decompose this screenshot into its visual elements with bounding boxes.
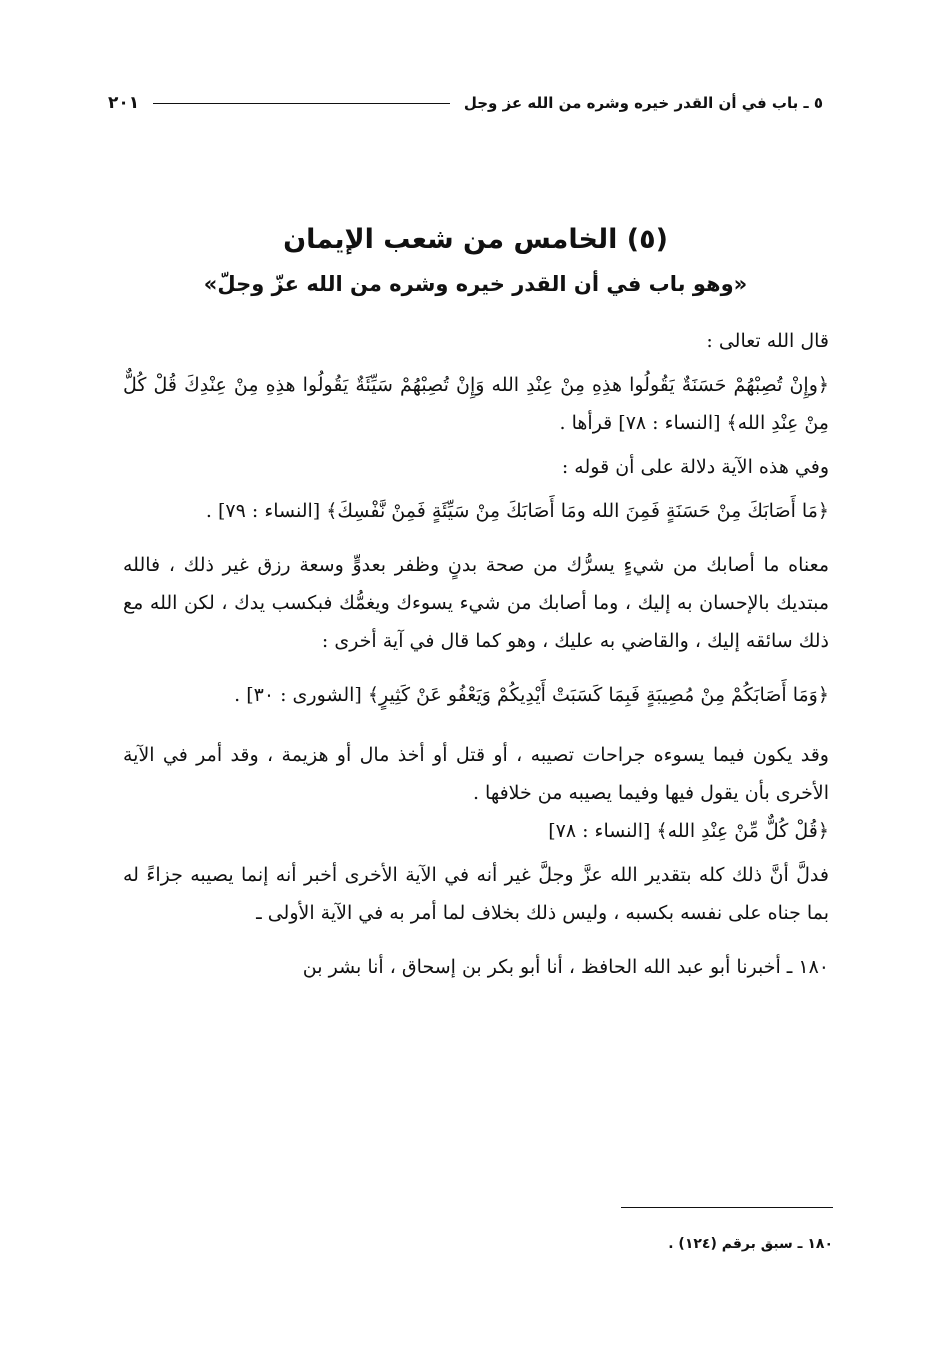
quran-verse-nisa-79: ﴿مَا أَصَابَكَ مِنْ حَسَنَةٍ فَمِنَ الله ومَا أَصَابَكَ مِنْ سَيِّئَةٍ فَمِنْ نَّفْسِكَ﴾ [النساء : ٧٩] . [205,500,829,522]
commentary-paragraph: وقد يكون فيما يسوءه جراحات تصيبه ، أو قتل أو أخذ مال أو هزيمة ، وقد أمر في الآية الأخرى بأن يقول فيها وفيما يصيبه من خلافها . [123,744,829,804]
section-subtitle: «وهو باب في أن القدر خيره وشره من الله عزّ وجلّ» [203,272,748,296]
section-title: (٥) الخامس من شعب الإيمان [283,224,668,255]
running-head-chapter: ٥ ـ باب في أن القدر خيره وشره من الله عز وجل [463,94,823,112]
running-head-rule [153,103,450,104]
running-head [108,86,823,120]
footnote: ١٨٠ ـ سبق برقم (١٢٤) . [668,1236,833,1252]
main-text [123,322,829,986]
commentary-line: وفي هذه الآية دلالة على أن قوله : [561,456,829,478]
quran-verse-shura-30: ﴿وَمَا أَصَابَكُمْ مِنْ مُصِيبَةٍ فَبِمَا كَسَبَتْ أَيْدِيكُمْ وَيَعْفُو عَنْ كَثِيرٍ﴾ [الشورى : ٣٠] . [234,684,829,706]
hadith-isnad: ١٨٠ ـ أخبرنا أبو عبد الله الحافظ ، أنا أبو بكر بن إسحاق ، أنا بشر بن [302,956,829,978]
commentary-paragraph: معناه ما أصابك من شيءٍ يسرُّك من صحة بدنٍ وظفر بعدوٍّ وسعة رزق غير ذلك ، فالله مبتديك بالإحسان به إليك ، وما أصابك من شيء يسوءك ويغمُّك فبكسب يدك ، لكن الله مع ذلك سائقه إليك ، والقاضي به عليك ، وهو كما قال في آية أخرى : [123,554,829,652]
page-number: ٢٠١ [108,93,140,113]
quran-verse-nisa-78: ﴿وإِنْ تُصِبْهُمْ حَسَنَةٌ يَقُولُوا هذِهِ مِنْ عِنْدِ الله وَإِنْ تُصِبْهُمْ سَيِّئَةٌ يَقُولُوا هذِهِ مِنْ عِنْدِكَ قُلْ كُلٌّ مِنْ عِنْدِ الله﴾ [النساء : ٧٨] قرأها . [123,374,829,434]
intro-line: قال الله تعالى : [706,330,829,352]
footnote-rule [621,1207,833,1208]
quran-verse-nisa-78-short: ﴿قُلْ كُلٌّ مِّنْ عِنْدِ الله﴾ [النساء : ٧٨] [548,820,829,842]
commentary-paragraph: فدلَّ أنَّ ذلك كله بتقدير الله عزَّ وجلَّ غير أنه في الآية الأخرى أخبر أنه إنما يصيبه جزاءً له بما جناه على نفسه بكسبه ، وليس ذلك بخلاف لما أمر به في الآية الأولى ـ [123,864,829,924]
